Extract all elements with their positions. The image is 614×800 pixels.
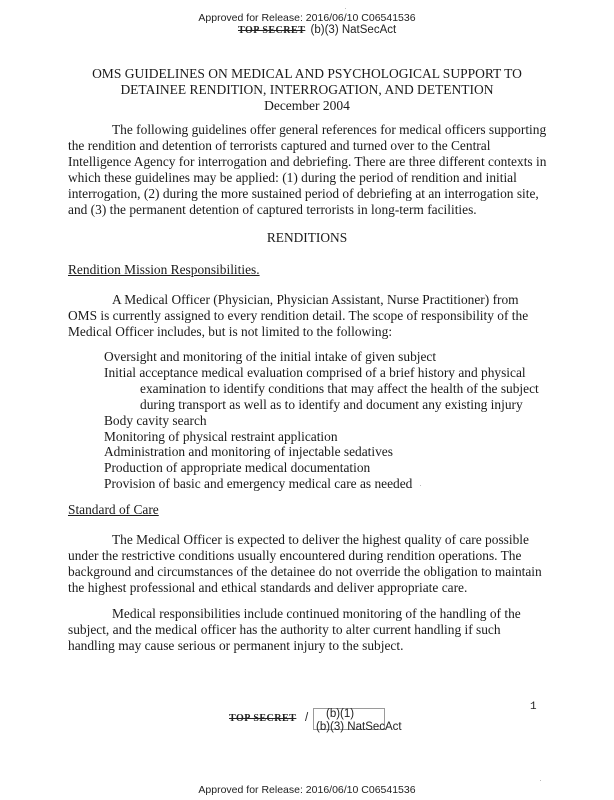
list-item: Initial acceptance medical evaluation comprised of a brief history and physical examination to identify conditions that may affect the health of the subject during transport as well as to identify and document any existing injury — [104, 364, 539, 412]
page-number: 1 — [530, 701, 537, 713]
scan-speck — [420, 485, 421, 486]
release-stamp-bottom: Approved for Release: 2016/06/10 C06541536 — [198, 784, 416, 796]
subheading-mission-responsibilities: Rendition Mission Responsibilities. — [68, 262, 260, 277]
standard-of-care-paragraph-1-text: The Medical Officer is expected to deliver the highest quality of care possible under the restrictive conditions usually encountered during rendition operations. The background and circumstances of the detainee do not override the obligation to maintain the highest professional and ethical standards and deliver appropriate care. — [68, 532, 542, 595]
document-title — [0, 66, 614, 114]
scan-speck — [540, 780, 541, 781]
list-item: Monitoring of physical restraint application — [104, 428, 338, 444]
redaction-exemption-line-1: (b)(1) — [326, 708, 355, 720]
intro-paragraph-text: The following guidelines offer general references for medical officers supporting the rendition and detention of terrorists captured and turned over to the Central Intelligence Agency for interrogation and debriefing. There are three different contexts in which these guidelines may be applied: (1) during the period of rendition and initial interrogation, (2) during the more sustained period of debriefing at an interrogation site, and (3) the permanent detention of captured terrorists in long-term facilities. — [68, 122, 547, 217]
redaction-exemption-line-2: (b)(3) NatSecAct — [316, 721, 402, 733]
title-line-2: DETAINEE RENDITION, INTERROGATION, AND DETENTION — [120, 82, 494, 97]
mission-paragraph-text: A Medical Officer (Physician, Physician Assistant, Nurse Practitioner) from OMS is currently assigned to every rendition detail. The scope of responsibility of the Medical Officer includes, but is not limited to the following: — [68, 292, 529, 339]
title-date: December 2004 — [264, 98, 350, 113]
standard-of-care-paragraph-1 — [68, 532, 548, 596]
standard-of-care-paragraph-2-text: Medical responsibilities include continued monitoring of the handling of the subject, and the medical officer has the authority to alter current handling if such handling may cause serious or permanent injury to the subject. — [68, 606, 521, 653]
list-item: Body cavity search — [104, 412, 207, 428]
responsibilities-list — [104, 349, 554, 492]
scan-speck — [345, 8, 346, 9]
list-item: Oversight and monitoring of the initial intake of given subject — [104, 349, 437, 364]
mission-paragraph — [68, 292, 548, 340]
classification-separator: / — [305, 712, 309, 724]
struck-classification-label-bottom: TOP SECRET — [229, 713, 297, 724]
section-heading-renditions: RENDITIONS — [266, 230, 348, 245]
title-line-1: OMS GUIDELINES ON MEDICAL AND PSYCHOLOGICAL SUPPORT TO — [92, 66, 522, 81]
intro-paragraph — [68, 122, 548, 217]
redaction-exemption-label: (b)(3) NatSecAct — [310, 24, 397, 36]
struck-classification-label: TOP SECRET — [238, 25, 306, 36]
list-item: Provision of basic and emergency medical care as needed — [104, 476, 413, 492]
standard-of-care-paragraph-2 — [68, 606, 548, 654]
classification-marking-top — [238, 24, 396, 36]
list-item: Production of appropriate medical documentation — [104, 460, 371, 476]
list-item: Administration and monitoring of injectable sedatives — [104, 444, 393, 460]
release-stamp-top: Approved for Release: 2016/06/10 C06541536 — [198, 12, 416, 24]
subheading-standard-of-care: Standard of Care — [68, 502, 159, 517]
